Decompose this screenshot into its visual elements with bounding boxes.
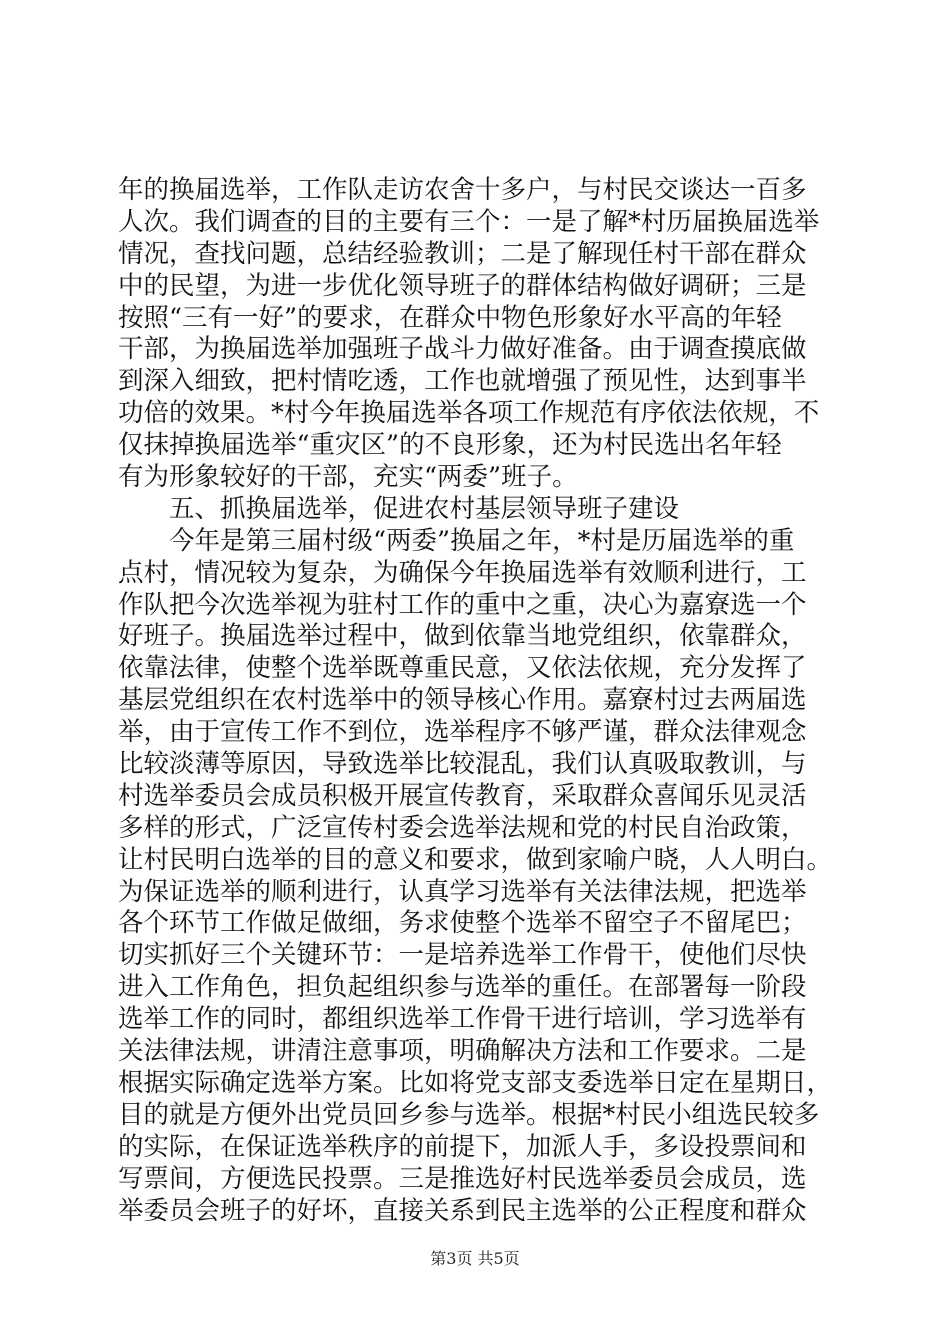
section-heading: 五、抓换届选举，促进农村基层领导班子建设 bbox=[118, 493, 680, 524]
text-line: 好班子。换届选举过程中，做到依靠当地党组织，依靠群众， bbox=[118, 621, 807, 652]
text-line: 仅抹掉换届选举“重灾区”的不良形象，还为村民选出名年轻 bbox=[118, 430, 782, 461]
text-line: 举委员会班子的好坏，直接关系到民主选举的公正程度和群众 bbox=[118, 1195, 807, 1226]
text-line: 关法律法规，讲清注意事项，明确解决方法和工作要求。二是 bbox=[118, 1036, 807, 1067]
text-line: 干部，为换届选举加强班子战斗力做好准备。由于调查摸底做 bbox=[118, 334, 807, 365]
text-line: 按照“三有一好”的要求，在群众中物色形象好水平高的年轻 bbox=[118, 302, 782, 333]
text-line: 情况，查找问题，总结经验教训；二是了解现任村干部在群众 bbox=[118, 238, 807, 269]
text-line: 年的换届选举，工作队走访农舍十多户，与村民交谈达一百多 bbox=[118, 175, 807, 205]
text-line: 进入工作角色，担负起组织参与选举的重任。在部署每一阶段 bbox=[118, 972, 807, 1003]
text-line: 到深入细致，把村情吃透，工作也就增强了预见性，达到事半 bbox=[118, 366, 807, 397]
text-line: 依靠法律，使整个选举既尊重民意，又依法依规，充分发挥了 bbox=[118, 653, 807, 684]
text-line: 各个环节工作做足做细，务求使整个选举不留空子不留尾巴； bbox=[118, 908, 807, 939]
page-number: 第3页 共5页 bbox=[430, 1249, 520, 1268]
text-line: 选举工作的同时，都组织选举工作骨干进行培训，学习选举有 bbox=[118, 1004, 807, 1035]
text-line: 让村民明白选举的目的意义和要求，做到家喻户晓，人人明白。 bbox=[118, 844, 833, 875]
text-line: 举，由于宣传工作不到位，选举程序不够严谨，群众法律观念 bbox=[118, 717, 807, 748]
text-line: 中的民望，为进一步优化领导班子的群体结构做好调研；三是 bbox=[118, 270, 807, 301]
text-line: 点村，情况较为复杂，为确保今年换届选举有效顺利进行，工 bbox=[118, 557, 807, 588]
text-line: 基层党组织在农村选举中的领导核心作用。嘉寮村过去两届选 bbox=[118, 685, 807, 716]
text-line: 今年是第三届村级“两委”换届之年，*村是历届选举的重 bbox=[118, 525, 795, 556]
text-line: 为保证选举的顺利进行，认真学习选举有关法律法规，把选举 bbox=[118, 876, 807, 907]
text-line: 根据实际确定选举方案。比如将党支部支委选举日定在星期日， bbox=[118, 1067, 833, 1098]
text-line: 的实际，在保证选举秩序的前提下，加派人手，多设投票间和 bbox=[118, 1131, 807, 1162]
text-line: 村选举委员会成员积极开展宣传教育，采取群众喜闻乐见灵活 bbox=[118, 780, 807, 811]
text-line: 功倍的效果。*村今年换届选举各项工作规范有序依法依规，不 bbox=[118, 398, 820, 429]
text-line: 目的就是方便外出党员回乡参与选举。根据*村民小组选民较多 bbox=[118, 1099, 820, 1130]
text-line: 比较淡薄等原因，导致选举比较混乱，我们认真吸取教训，与 bbox=[118, 749, 807, 780]
document-body bbox=[118, 175, 838, 1227]
text-line: 作队把今次选举视为驻村工作的重中之重，决心为嘉寮选一个 bbox=[118, 589, 807, 620]
text-line: 切实抓好三个关键环节：一是培养选举工作骨干，使他们尽快 bbox=[118, 940, 807, 971]
text-line: 有为形象较好的干部，充实“两委”班子。 bbox=[118, 462, 578, 493]
text-line: 多样的形式，广泛宣传村委会选举法规和党的村民自治政策， bbox=[118, 812, 807, 843]
text-line: 写票间，方便选民投票。三是推选好村民选举委员会成员，选 bbox=[118, 1163, 807, 1194]
text-line: 人次。我们调查的目的主要有三个：一是了解*村历届换届选举 bbox=[118, 206, 820, 237]
